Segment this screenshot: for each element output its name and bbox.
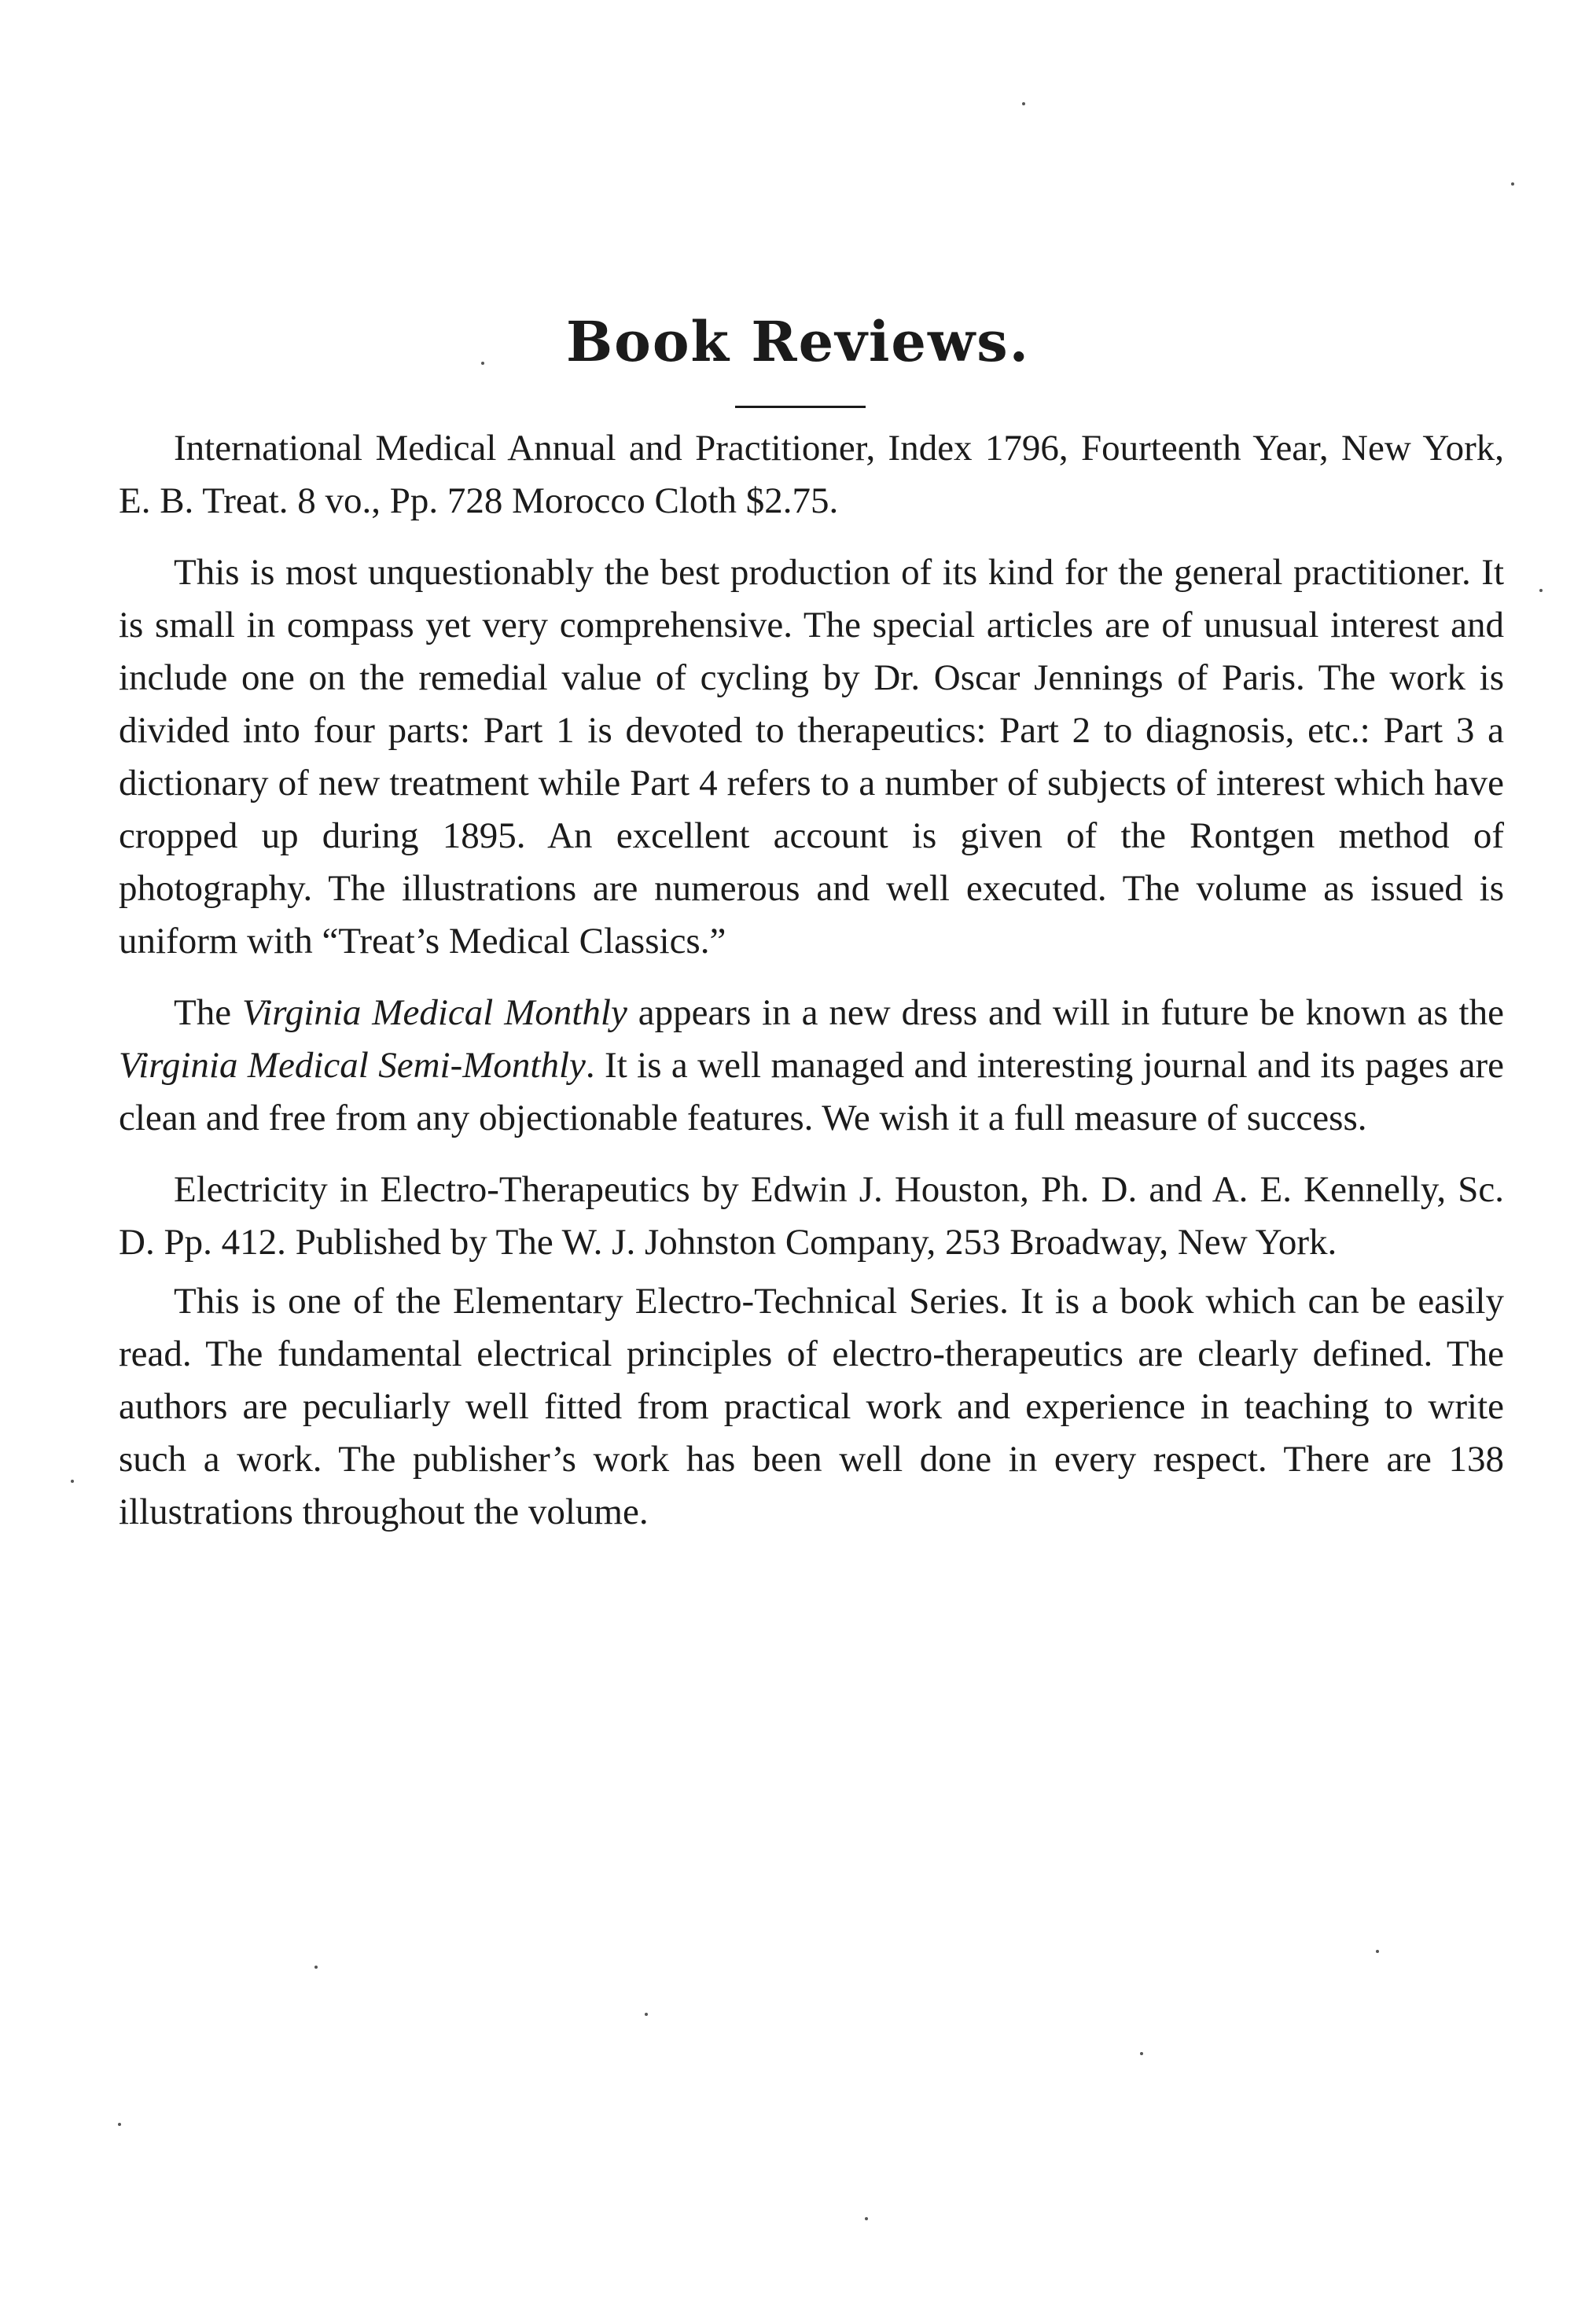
scan-speck	[1022, 102, 1025, 105]
review-text-middle: appears in a new dress and will in future be known as the	[627, 992, 1504, 1033]
page-title: Book Reviews.	[566, 309, 1030, 374]
scan-speck	[118, 2123, 121, 2126]
journal-title-new: Virginia Medical Semi-Monthly	[119, 1045, 586, 1086]
review-citation-medical-annual: International Medical Annual and Practitioner, Index 1796, Fourteenth Year, New York, E. B. Treat. 8 vo., Pp. 728 Morocco Cloth $2.75.	[119, 428, 1504, 521]
scan-speck	[71, 1480, 74, 1483]
scan-speck	[1511, 182, 1514, 186]
scan-speck	[314, 1966, 318, 1969]
reviews-column	[119, 422, 1504, 1539]
scan-speck	[1376, 1950, 1379, 1953]
scan-speck	[865, 2217, 868, 2220]
review-citation-electricity: Electricity in Electro-Therapeutics by Edwin J. Houston, Ph. D. and A. E. Kennelly, Sc. D. Pp. 412. Published by The W. J. Johnston Company, 253 Broadway, New York.	[119, 1169, 1504, 1263]
review-text-lead: The	[174, 992, 242, 1033]
review-text-tail: . It is a well managed and interesting journal and its pages are clean and free from any objectionable features. We wish it a full measure of success.	[119, 1045, 1504, 1138]
journal-title-old: Virginia Medical Monthly	[241, 992, 627, 1033]
scan-speck	[1140, 2052, 1143, 2055]
review-body-medical-annual: This is most unquestionably the best production of its kind for the general practitioner. It is small in compass yet very comprehensive. The special articles are of unusual interest and include one on the remedial value of cycling by Dr. Oscar Jennings of Paris. The work is divided into four parts: Part 1 is devoted to therapeutics: Part 2 to diagnosis, etc.: Part 3 a dictionary of new treatment while Part 4 refers to a number of subjects of interest which have cropped up during 1895. An excellent account is given of the Rontgen method of photography. The illustrations are numerous and well executed. The volume as issued is uniform with “Treat’s Medical Classics.”	[119, 552, 1504, 962]
scan-speck	[645, 2013, 648, 2016]
review-body-electricity: This is one of the Elementary Electro-Technical Series. It is a book which can be easily read. The fundamental electrical principles of electro-therapeutics are clearly defined. The authors are peculiarly well fitted from practical work and experience in teaching to write such a work. The publisher’s work has been well done in every respect. There are 138 illustrations throughout the volume.	[119, 1281, 1504, 1532]
scan-speck	[481, 362, 484, 365]
title-rule	[735, 406, 866, 408]
scan-speck	[1539, 589, 1543, 592]
review-virginia-monthly	[119, 987, 1504, 1145]
